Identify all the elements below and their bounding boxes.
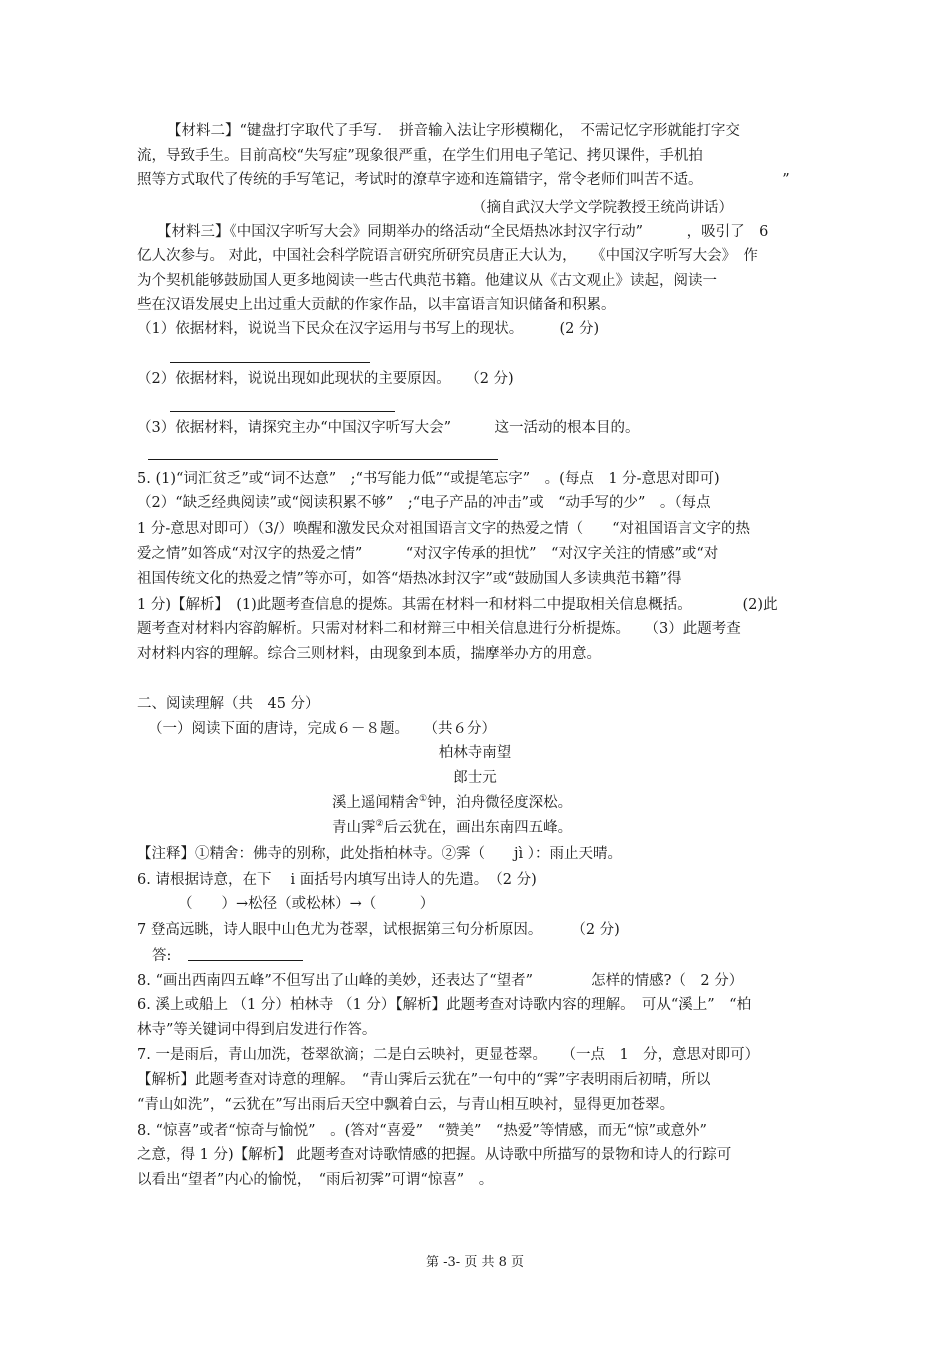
- question-2: （2）依据材料，说说出现如此现状的主要原因。 （2 分): [137, 371, 514, 387]
- source-citation: （摘自武汉大学文学院教授王统尚讲话）: [472, 200, 733, 216]
- poem-line-2: [332, 819, 572, 837]
- text-line: 照等方式取代了传统的手写笔记，考试时的潦草字迹和连篇错字，常令老师们叫苦不适。 ”: [137, 172, 790, 188]
- text-line: 流，导致手生。目前高校“失写症”现象很严重，在学生们用电子笔记、拷贝课件，手机拍: [137, 148, 703, 164]
- page-footer: 第 -3- 页 共 8 页: [426, 1255, 524, 1270]
- answer-line: [170, 362, 370, 363]
- poem-text: 钟，泊舟微径度深松。: [427, 795, 573, 811]
- answer-line: [170, 411, 395, 412]
- text-line: 之意，得 1 分)【解析】 此题考查对诗歌情感的把握。从诗歌中所描写的景物和诗人的行踪可: [137, 1147, 732, 1163]
- poem-line-1: [332, 794, 572, 812]
- text-line: 【材料三】《中国汉字听写大会》同期举办的络活动“全民焐热冰封汉字行动” ，吸引了 6: [157, 224, 769, 240]
- text-line: 林寺”等关键词中得到启发进行作答。: [137, 1022, 377, 1038]
- text-line: 祖国传统文化的热爱之情”等亦可，如答“焐热冰封汉字”或“鼓励国人多读典范书籍”得: [137, 571, 682, 587]
- text-line: 题考查对材料内容韵解析。只需对材料二和材辩三中相关信息进行分析提炼。 （3）此题考查: [137, 621, 741, 637]
- poem-author: 郎士元: [453, 770, 497, 786]
- answer-8: 8. “惊喜”或者“惊奇与愉悦” 。(答对“喜爱” “赞美” “热爱”等情感，而无“惊”或意外”: [137, 1123, 707, 1139]
- text-line: 爱之情”如答成“对汉字的热爱之情” “对汉字传承的担忧” “对汉字关注的情感”或“对: [137, 546, 719, 562]
- poem-text: 青山霁: [332, 820, 376, 836]
- poem-text: 溪上遥闻精舍: [332, 795, 419, 811]
- text-line: 对材料内容的理解。综合三则材料，由现象到本质，揣摩举办方的用意。: [137, 646, 601, 662]
- text-line: 些在汉语发展史上出过重大贡献的作家作品，以丰富语言知识储备和积累。: [137, 297, 616, 313]
- question-8: 8. “画出西南四五峰”不但写出了山峰的美妙，还表达了“望者” 怎样的情感?（ 2 分）: [137, 973, 744, 989]
- section-heading: 二、阅读理解（共 45 分）: [137, 696, 320, 712]
- answer-line: [188, 960, 303, 961]
- text-line: 1 分)【解析】 (1)此题考查信息的提炼。其需在材料一和材料二中提取相关信息概括。 (2)此: [137, 597, 778, 613]
- answer-7: 7. 一是雨后，青山加洗，苍翠欲滴；二是白云映衬，更显苍翠。 （一点 1 分，意思对即可）: [137, 1047, 760, 1063]
- question-7: 7 登高远眺，诗人眼中山色尤为苍翠，试根据第三句分析原因。 （2 分): [137, 922, 620, 938]
- poem-text: 后云犹在，画出东南四五峰。: [383, 820, 573, 836]
- text-line: “青山如洗”，“云犹在”写出雨后天空中飘着白云，与青山相互映衬，显得更加苍翠。: [137, 1097, 675, 1113]
- answer-6: 6. 溪上或船上 （1 分）柏林寺 （1 分）【解析】此题考查对诗歌内容的理解。 可从“溪上” “柏: [137, 997, 752, 1013]
- question-6: 6. 请根据诗意，在下 i 面括号内填写出诗人的先遣。 （2 分): [137, 872, 537, 888]
- poem-title: 柏林寺南望: [438, 745, 512, 761]
- text-line: 为个契机能够鼓励国人更多地阅读一些古代典范书籍。他建议从《古文观止》读起，阅读一: [137, 273, 717, 289]
- answer-label: 答:: [152, 948, 172, 964]
- text-line: （2）“缺乏经典阅读”或“阅读积累不够” ;“电子产品的冲击”或 “动手写的少” 。（每点: [137, 495, 711, 511]
- footnote-marker: ②: [375, 819, 384, 829]
- text-line: 亿人次参与。 对此，中国社会科学院语言研究所研究员唐正大认为， 《中国汉字听写大会》 作: [137, 248, 758, 264]
- text-line: 1 分-意思对即可）（3/）唤醒和激发民众对祖国语言文字的热爱之情（ “对祖国语言文字的热: [137, 521, 751, 537]
- poem-notes: 【注释】①精舍：佛寺的别称，此处指柏林寺。②霁（ jì ）：雨止天晴。: [137, 846, 622, 862]
- text-line: 以看出“望者”内心的愉悦， “雨后初霁”可谓“惊喜” 。: [137, 1172, 494, 1188]
- question-6-blanks: （ ）→松径（或松林）→（ ）: [178, 896, 435, 912]
- question-1: （1）依据材料，说说当下民众在汉字运用与书写上的现状。 (2 分): [137, 321, 600, 337]
- subsection-heading: （一）阅读下面的唐诗，完成６－８题。 （共６分）: [148, 721, 496, 737]
- footnote-marker: ①: [419, 794, 428, 804]
- answer-5: 5. (1)“词汇贫乏”或“词不达意” ;“书写能力低”“或提笔忘字” 。(每点 1 分-意思对即可): [137, 471, 720, 487]
- text-line: 【解析】此题考查对诗意的理解。 “青山霁后云犹在”一句中的“霁”字表明雨后初晴，所以: [137, 1072, 711, 1088]
- text-line: 【材料二】“键盘打字取代了手写． 拼音输入法让字形模糊化， 不需记忆字形就能打字交: [167, 123, 740, 139]
- question-3: （3）依据材料，请探究主办“中国汉字听写大会” 这一活动的根本目的。: [137, 420, 640, 436]
- answer-line: [148, 459, 498, 460]
